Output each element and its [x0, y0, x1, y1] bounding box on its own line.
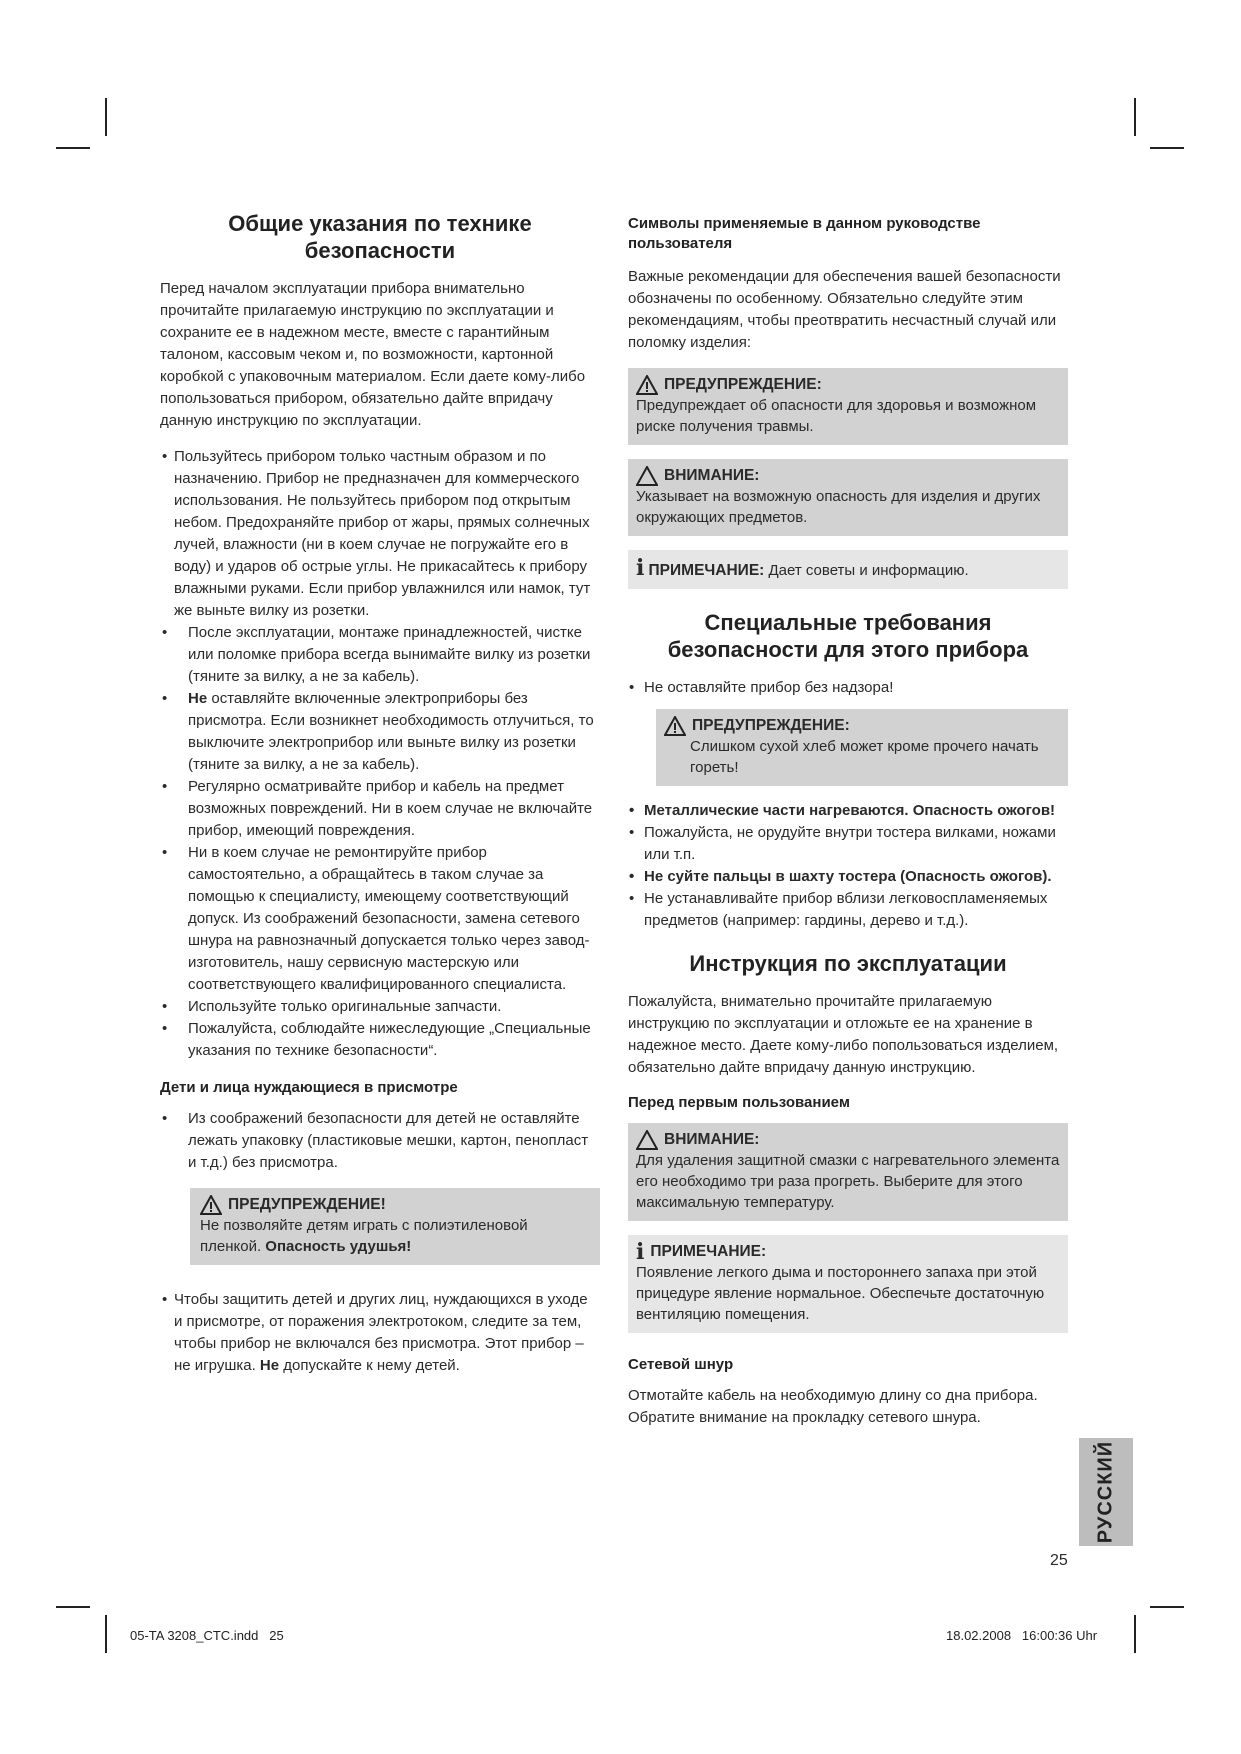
- crop-mark: [56, 1606, 90, 1608]
- crop-mark: [1134, 1615, 1136, 1653]
- crop-mark: [1134, 98, 1136, 136]
- note-text: Появление легкого дыма и постороннего запаха при этой прицедуре явление нормальное. Обеспечьте достаточную вентиляцию помещения.: [636, 1264, 1045, 1323]
- symbols-heading: Символы применяемые в данном руководстве пользователя: [628, 215, 981, 252]
- list-item-text: Чтобы защитить детей и других лиц, нуждающихся в уходе и присмотре, от поражения электротоком, следите за тем, чтобы прибор не включался без присмотра. Этот прибор – не игрушка.: [174, 1291, 588, 1374]
- power-cord-paragraph: Отмотайте кабель на необходимую длину со дна прибора. Обратите внимание на прокладку сетевого шнура.: [628, 1387, 1038, 1426]
- list-item: • Ни в коем случае не ремонтируйте прибор самостоятельно, а обращайтесь в таком случае за помощью к специалисту, имеющему соответствующий допуск. Из соображений безопасности, замена сетевого шнура на равнозначный допускается только через завод-изготовитель, нашу сервисную мастерскую или соответствующего квалифицированного специалиста.: [160, 842, 600, 996]
- note-box-first-use: [628, 1235, 1068, 1333]
- warning-header: [636, 374, 1060, 395]
- operation-paragraph: Пожалуйста, внимательно прочитайте прилагаемую инструкцию по эксплуатации и отложьте ее на хранение в надежное место. Даете кому-либо попользоваться изделием, обязательно дайте впридачу данную инструкцию.: [628, 993, 1059, 1076]
- intro-paragraph: Перед началом эксплуатации прибора внимательно прочитайте прилагаемую инструкцию по эксплуатации и сохраните ее в надежном месте, вместе с гарантийным талоном, кассовым чеком и, по возможности, картонной коробкой с упаковочным материалом. Если даете кому-либо попользоваться прибором, обязательно дайте впридачу данную инструкцию по эксплуатации.: [160, 280, 586, 429]
- special-requirements-title: Специальные требования безопасности для этого прибора: [667, 610, 1029, 662]
- protection-list: [160, 1289, 600, 1377]
- caution-triangle-icon: [636, 466, 658, 486]
- crop-mark: [1150, 147, 1184, 149]
- warning-box: [628, 368, 1068, 445]
- caution-title: ВНИМАНИЕ:: [664, 1131, 760, 1148]
- list-item: [160, 688, 600, 776]
- warning-text-bold: Опасность удушья!: [265, 1238, 412, 1255]
- page-number: 25: [1050, 1552, 1068, 1569]
- list-item: • Не оставляйте прибор без надзора!: [628, 677, 1068, 699]
- list-item: • Не суйте пальцы в шахту тостера (Опасность ожогов).: [628, 866, 1068, 888]
- caution-box: [628, 459, 1068, 536]
- warning-triangle-icon: [636, 375, 658, 395]
- list-item: • Регулярно осматривайте прибор и кабель на предмет возможных повреждений. Ни в коем случае не включайте прибор, имеющий повреждения.: [160, 776, 600, 842]
- note-header: [636, 1238, 1060, 1265]
- info-icon: i: [636, 555, 645, 581]
- footer-timestamp: 18.02.2008 16:00:36 Uhr: [946, 1628, 1098, 1643]
- list-item-text: допускайте к нему детей.: [279, 1357, 460, 1374]
- left-column: [160, 210, 600, 1391]
- warning-triangle-icon: [664, 716, 686, 736]
- list-item: • Из соображений безопасности для детей не оставляйте лежать упаковку (пластиковые мешки, картон, пенопласт и т.д.) без присмотра.: [160, 1108, 600, 1174]
- bold-word: Не: [259, 1357, 280, 1374]
- footer-file-info: 05-TA 3208_CTC.indd 25: [130, 1628, 284, 1643]
- language-tab-label: РУССКИЙ: [1094, 1440, 1117, 1544]
- warning-header: [664, 715, 1060, 736]
- warning-title: ПРЕДУПРЕЖДЕНИЕ:: [692, 717, 850, 734]
- caution-text: Указывает на возможную опасность для изделия и других окружающих предметов.: [636, 488, 1041, 526]
- operation-instructions-title: Инструкция по эксплуатации: [689, 951, 1007, 976]
- list-item: • Металлические части нагреваются. Опасность ожогов!: [628, 800, 1068, 822]
- warning-box-bread: [656, 709, 1068, 786]
- warning-text: [200, 1215, 592, 1257]
- warning-triangle-icon: [200, 1195, 222, 1215]
- caution-title: ВНИМАНИЕ:: [664, 467, 760, 484]
- symbols-paragraph: Важные рекомендации для обеспечения вашей безопасности обозначены по особенному. Обязательно следуйте этим рекомендациям, чтобы преотвратить несчастный случай или поломку изделия:: [628, 268, 1061, 351]
- general-safety-title: Общие указания по технике безопасности: [228, 211, 532, 263]
- list-item: • Не устанавливайте прибор вблизи легковоспламеняемых предметов (например: гардины, дерево и т.д.).: [628, 888, 1068, 932]
- special-list-2: [628, 800, 1068, 932]
- note-title: ПРИМЕЧАНИЕ:: [650, 1243, 767, 1260]
- note-box: [628, 550, 1068, 589]
- list-item: • Пожалуйста, не орудуйте внутри тостера вилками, ножами или т.п.: [628, 822, 1068, 866]
- list-item: [160, 1289, 600, 1377]
- caution-text: Для удаления защитной смазки с нагревательного элемента его необходимо три раза прогреть. Выберите для этого максимальную температуру.: [636, 1152, 1060, 1211]
- power-cord-heading: Сетевой шнур: [628, 1356, 734, 1373]
- warning-text: Предупреждает об опасности для здоровья и возможном риске получения травмы.: [636, 397, 1037, 435]
- caution-header: [636, 465, 1060, 486]
- special-list-1: [628, 677, 1068, 699]
- warning-text-plain: Не позволяйте детям играть с полиэтиленовой пленкой.: [200, 1217, 528, 1255]
- crop-mark: [1150, 1606, 1184, 1608]
- list-item: • Пожалуйста, соблюдайте нижеследующие „Специальные указания по технике безопасности“.: [160, 1018, 600, 1062]
- crop-mark: [105, 98, 107, 136]
- first-use-heading: Перед первым пользованием: [628, 1094, 850, 1111]
- warning-header: [200, 1194, 592, 1215]
- list-item-text: оставляйте включенные электроприборы без присмотра. Если возникнет необходимость отлучиться, то выключите электроприбор или выньте вилку из розетки (тяните за вилку, а не за кабель).: [188, 690, 594, 773]
- language-tab: [1079, 1438, 1133, 1546]
- warning-title: ПРЕДУПРЕЖДЕНИЕ!: [228, 1196, 386, 1213]
- list-item: • После эксплуатации, монтаже принадлежностей, чистке или поломке прибора всегда вынимайте вилку из розетки (тяните за вилку, а не за кабель).: [160, 622, 600, 688]
- info-icon: i: [636, 1238, 645, 1265]
- list-item: • Пользуйтесь прибором только частным образом и по назначению. Прибор не предназначен для коммерческого использования. Не пользуйтесь прибором под открытым небом. Предохраняйте прибор от жары, прямых солнечных лучей, влажности (ни в коем случае не погружайте его в воду) и ударов об острые углы. Не прикасайтесь к прибору влажными руками. Если прибор увлажнился или намок, тут же выньте вилку из розетки.: [160, 446, 600, 622]
- warning-title: ПРЕДУПРЕЖДЕНИЕ:: [664, 376, 822, 393]
- caution-triangle-icon: [636, 1130, 658, 1150]
- right-column: [628, 214, 1068, 1443]
- list-item: • Используйте только оригинальные запчасти.: [160, 996, 600, 1018]
- warning-text: Слишком сухой хлеб может кроме прочего начать гореть!: [690, 738, 1039, 776]
- children-list: [160, 1108, 600, 1174]
- warning-box-children: [190, 1188, 600, 1265]
- note-text: Дает советы и информацию.: [764, 562, 969, 579]
- note-title: ПРИМЕЧАНИЕ:: [648, 562, 765, 579]
- crop-mark: [56, 147, 90, 149]
- bold-word: Не: [188, 690, 208, 707]
- caution-box-first-use: [628, 1123, 1068, 1221]
- caution-header: [636, 1129, 1060, 1150]
- safety-list: [160, 446, 600, 1062]
- crop-mark: [105, 1615, 107, 1653]
- children-heading: Дети и лица нуждающиеся в присмотре: [160, 1079, 458, 1096]
